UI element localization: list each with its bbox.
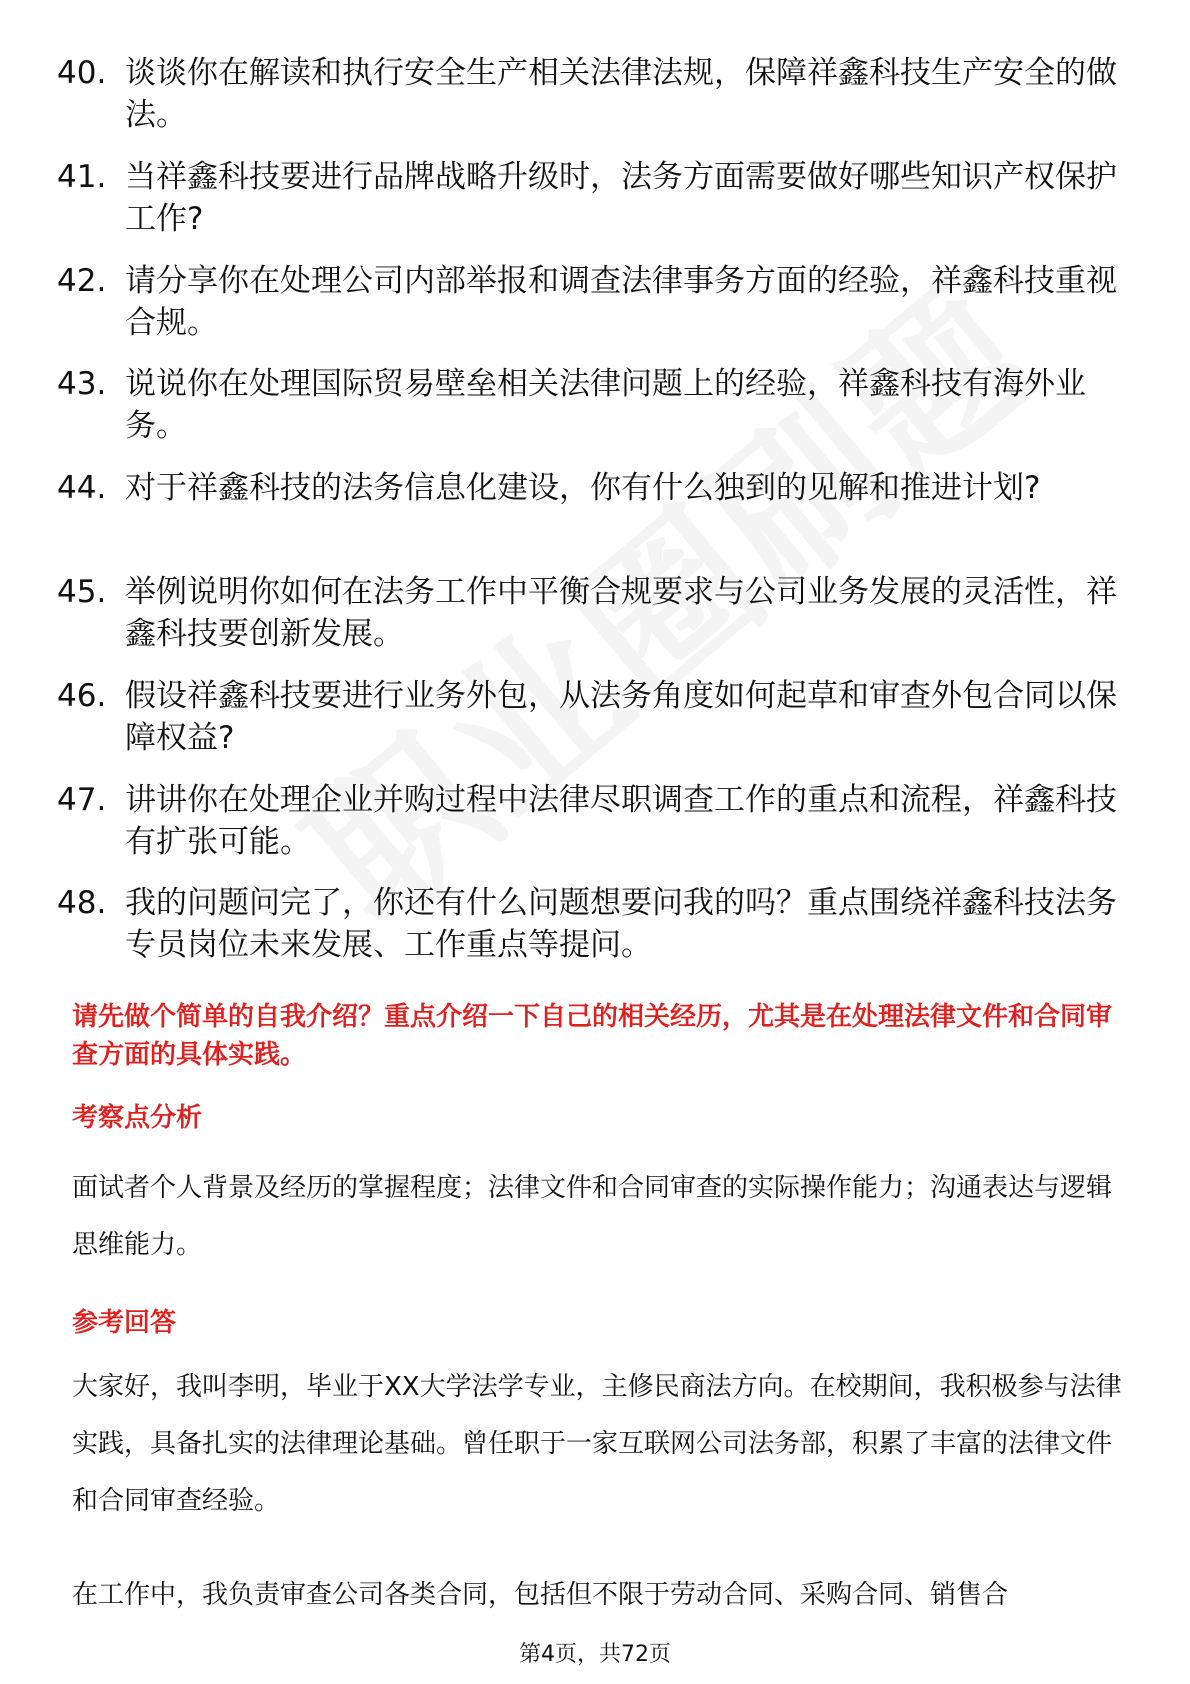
list-item <box>57 675 1127 759</box>
list-item <box>57 779 1127 863</box>
question-text: 请分享你在处理公司内部举报和调查法律事务方面的经验，祥鑫科技重视合规。 <box>125 262 1117 341</box>
answer-paragraph: 大家好，我叫李明，毕业于XX大学法学专业，主修民商法方向。在校期间，我积极参与法律实践，具备扎实的法律理论基础。曾任职于一家互联网公司法务部，积累了丰富的法律文件和合同审查经验。 <box>72 1372 1122 1516</box>
answer-heading: 参考回答 <box>72 1308 177 1338</box>
question-list <box>57 52 1127 986</box>
list-item <box>57 363 1127 447</box>
question-text: 我的问题问完了，你还有什么问题想要问我的吗？重点围绕祥鑫科技法务专员岗位未来发展、工作重点等提问。 <box>125 885 1117 964</box>
list-item <box>57 156 1127 240</box>
question-text: 假设祥鑫科技要进行业务外包，从法务角度如何起草和审查外包合同以保障权益? <box>125 677 1117 756</box>
question-text: 讲讲你在处理企业并购过程中法律尽职调查工作的重点和流程，祥鑫科技有扩张可能。 <box>125 781 1117 860</box>
list-item <box>57 571 1127 655</box>
question-text: 对于祥鑫科技的法务信息化建设，你有什么独到的见解和推进计划? <box>125 470 1041 507</box>
page-number: 第4页，共72页 <box>519 1642 671 1667</box>
list-item <box>57 52 1127 136</box>
question-number: 41. <box>57 158 107 195</box>
list-item <box>57 882 1127 966</box>
question-number: 45. <box>57 573 107 610</box>
list-item <box>57 467 1127 551</box>
question-number: 42. <box>57 262 107 299</box>
question-number: 47. <box>57 781 107 818</box>
analysis-heading: 考察点分析 <box>72 1103 203 1133</box>
question-number: 43. <box>57 366 107 403</box>
list-item <box>57 260 1127 344</box>
question-number: 46. <box>57 677 107 714</box>
featured-question: 请先做个简单的自我介绍？重点介绍一下自己的相关经历，尤其是在处理法律文件和合同审查方面的具体实践。 <box>72 1002 1113 1070</box>
question-number: 44. <box>57 470 107 507</box>
question-text: 当祥鑫科技要进行品牌战略升级时，法务方面需要做好哪些知识产权保护工作? <box>125 158 1117 237</box>
question-text: 说说你在处理国际贸易壁垒相关法律问题上的经验，祥鑫科技有海外业务。 <box>125 366 1086 445</box>
analysis-body: 面试者个人背景及经历的掌握程度；法律文件和合同审查的实际操作能力；沟通表达与逻辑思维能力。 <box>72 1173 1113 1260</box>
question-number: 48. <box>57 885 107 922</box>
question-text: 谈谈你在解读和执行安全生产相关法律法规，保障祥鑫科技生产安全的做法。 <box>125 55 1117 133</box>
question-number: 40. <box>57 55 107 91</box>
question-text: 举例说明你如何在法务工作中平衡合规要求与公司业务发展的灵活性，祥鑫科技要创新发展。 <box>125 573 1117 652</box>
answer-paragraph: 在工作中，我负责审查公司各类合同，包括但不限于劳动合同、采购合同、销售合 <box>72 1580 1009 1610</box>
